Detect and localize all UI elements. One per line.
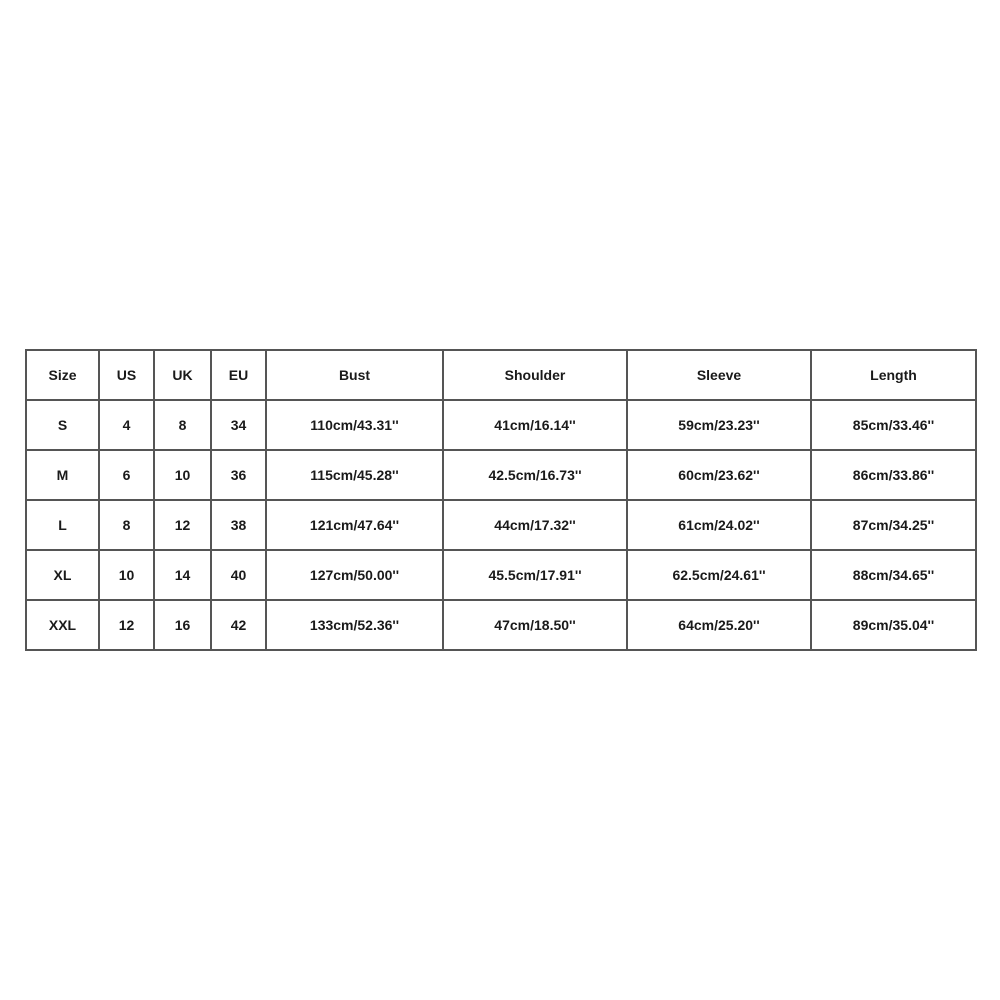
cell-shoulder: 44cm/17.32''	[443, 500, 627, 550]
cell-eu: 34	[211, 400, 266, 450]
header-sleeve: Sleeve	[627, 350, 811, 400]
cell-size: L	[26, 500, 99, 550]
cell-shoulder: 45.5cm/17.91''	[443, 550, 627, 600]
cell-sleeve: 61cm/24.02''	[627, 500, 811, 550]
cell-length: 89cm/35.04''	[811, 600, 976, 650]
header-bust: Bust	[266, 350, 443, 400]
cell-us: 6	[99, 450, 154, 500]
cell-bust: 127cm/50.00''	[266, 550, 443, 600]
cell-bust: 121cm/47.64''	[266, 500, 443, 550]
cell-size: XXL	[26, 600, 99, 650]
cell-size: XL	[26, 550, 99, 600]
cell-uk: 14	[154, 550, 211, 600]
cell-uk: 10	[154, 450, 211, 500]
cell-uk: 8	[154, 400, 211, 450]
cell-length: 85cm/33.46''	[811, 400, 976, 450]
cell-bust: 110cm/43.31''	[266, 400, 443, 450]
table-row	[26, 450, 976, 500]
table-row	[26, 550, 976, 600]
cell-eu: 42	[211, 600, 266, 650]
cell-us: 12	[99, 600, 154, 650]
cell-uk: 16	[154, 600, 211, 650]
cell-shoulder: 47cm/18.50''	[443, 600, 627, 650]
cell-size: S	[26, 400, 99, 450]
header-length: Length	[811, 350, 976, 400]
cell-bust: 115cm/45.28''	[266, 450, 443, 500]
cell-sleeve: 60cm/23.62''	[627, 450, 811, 500]
cell-sleeve: 59cm/23.23''	[627, 400, 811, 450]
header-uk: UK	[154, 350, 211, 400]
cell-eu: 36	[211, 450, 266, 500]
cell-uk: 12	[154, 500, 211, 550]
size-chart-table	[25, 349, 977, 651]
cell-eu: 40	[211, 550, 266, 600]
cell-length: 87cm/34.25''	[811, 500, 976, 550]
header-size: Size	[26, 350, 99, 400]
header-shoulder: Shoulder	[443, 350, 627, 400]
cell-size: M	[26, 450, 99, 500]
cell-us: 4	[99, 400, 154, 450]
cell-length: 86cm/33.86''	[811, 450, 976, 500]
cell-sleeve: 62.5cm/24.61''	[627, 550, 811, 600]
table-row	[26, 600, 976, 650]
cell-shoulder: 41cm/16.14''	[443, 400, 627, 450]
cell-length: 88cm/34.65''	[811, 550, 976, 600]
header-eu: EU	[211, 350, 266, 400]
header-us: US	[99, 350, 154, 400]
cell-bust: 133cm/52.36''	[266, 600, 443, 650]
cell-us: 10	[99, 550, 154, 600]
cell-sleeve: 64cm/25.20''	[627, 600, 811, 650]
table-header-row	[26, 350, 976, 400]
table-row	[26, 400, 976, 450]
cell-eu: 38	[211, 500, 266, 550]
cell-shoulder: 42.5cm/16.73''	[443, 450, 627, 500]
table-row	[26, 500, 976, 550]
cell-us: 8	[99, 500, 154, 550]
